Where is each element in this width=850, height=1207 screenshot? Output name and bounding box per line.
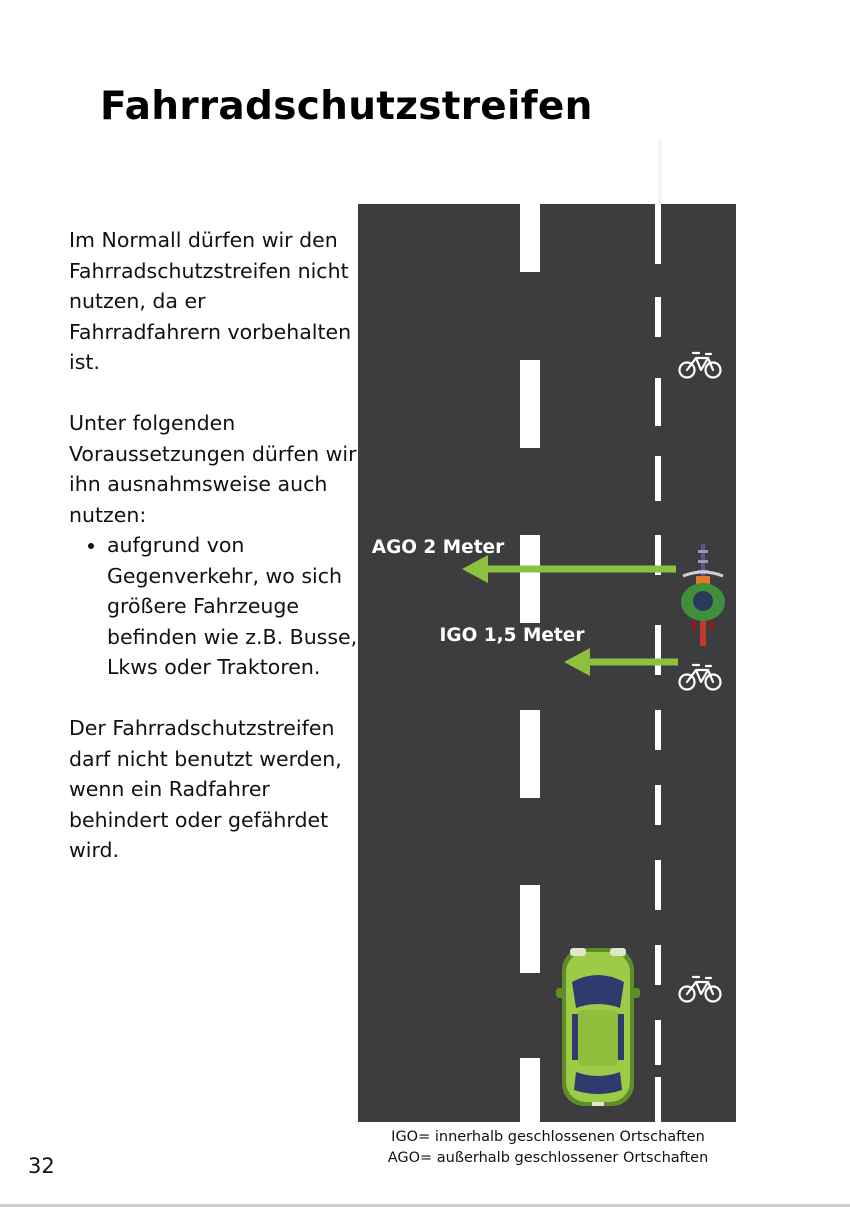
legend-caption (358, 1127, 738, 1169)
car-icon (556, 948, 640, 1106)
label-ago: AGO 2 Meter (371, 537, 505, 558)
body-text (69, 225, 359, 896)
road-illustration (358, 140, 738, 1130)
paragraph-normal-use: Im Normall dürfen wir den Fahrradschutzstreifen nicht nutzen, da er Fahrradfahrern vorbehalten ist. (69, 228, 352, 374)
page-number: 32 (28, 1154, 55, 1178)
road-surface (358, 204, 736, 1122)
page-title: Fahrradschutzstreifen (100, 84, 593, 129)
paragraph-restriction: Der Fahrradschutzstreifen darf nicht benutzt werden, wenn ein Radfahrer behindert oder gefährdet wird. (69, 716, 342, 862)
label-igo: IGO 1,5 Meter (439, 625, 585, 646)
paragraph-conditions: Unter folgenden Voraussetzungen dürfen wir ihn ausnahmsweise auch nutzen: (69, 411, 357, 527)
legend-igo: IGO= innerhalb geschlossenen Ortschaften (391, 1129, 705, 1145)
conditions-list (69, 530, 359, 683)
list-item: • aufgrund von Gegenverkehr, wo sich größere Fahrzeuge befinden wie z.B. Busse, Lkws oder Traktoren. (107, 530, 359, 683)
legend-ago: AGO= außerhalb geschlossener Ortschaften (387, 1150, 709, 1166)
